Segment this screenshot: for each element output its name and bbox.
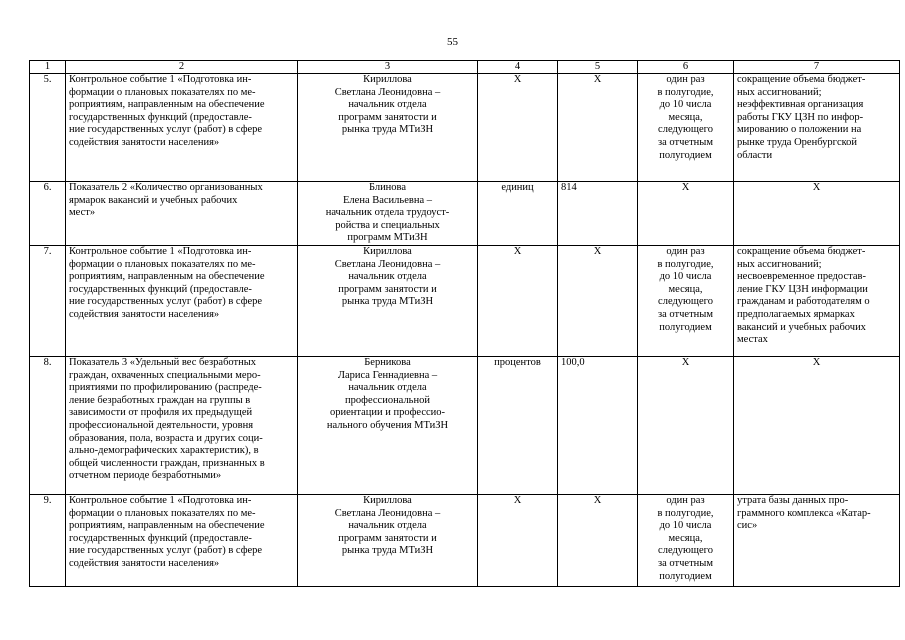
cell-text-line: формации о плановых показателях по ме-: [69, 86, 256, 98]
row-number-cell: 9.: [30, 495, 66, 587]
cell-text-line: несвоевременное предостав-: [737, 271, 866, 283]
cell-text-line: Елена Васильевна –: [343, 194, 432, 206]
cell-text-line: роприятиям, направленным на обеспечение: [69, 99, 265, 111]
event-name-cell: [66, 74, 298, 182]
risks-cell: [734, 357, 900, 495]
event-name-cell: [66, 246, 298, 357]
risks-cell: [734, 182, 900, 246]
cell-text-line: предполагаемых ярмарках: [737, 308, 855, 320]
cell-text-line: Х: [681, 182, 690, 193]
cell-text-line: роприятиям, направленным на обеспечение: [69, 271, 265, 283]
column-header-6: 6: [638, 61, 734, 74]
cell-text-line: образования, пола, возраста и других соци-: [69, 432, 263, 444]
unit-cell: [478, 246, 558, 357]
cell-text-line: содействия занятости населения»: [69, 136, 220, 148]
cell-text-line: Блинова: [368, 182, 407, 193]
cell-text-line: месяца,: [668, 283, 703, 295]
column-header-2: 2: [66, 61, 298, 74]
cell-text-line: ройства и специальных: [335, 219, 440, 231]
event-name-cell: [66, 495, 298, 587]
column-header-1: 1: [30, 61, 66, 74]
cell-text-line: неэффективная организация: [737, 99, 864, 111]
cell-text-line: программ занятости и: [338, 532, 437, 544]
cell-text-line: 100,0: [561, 357, 585, 368]
cell-text-line: начальник отдела: [348, 520, 427, 532]
cell-text-line: ярмарок вакансий и учебных рабочих: [69, 194, 238, 206]
cell-text-line: следующего: [658, 545, 713, 557]
risks-cell: [734, 246, 900, 357]
cell-text-line: ление ГКУ ЦЗН информации: [737, 283, 868, 295]
cell-text-line: формации о плановых показателях по ме-: [69, 507, 256, 519]
cell-text-line: государственных функций (предоставле-: [69, 532, 252, 544]
cell-text-line: нального обучения МТиЗН: [326, 419, 449, 431]
cell-text-line: ально-демографических характеристик), в: [69, 445, 259, 457]
cell-text-line: один раз: [666, 246, 705, 257]
value-cell: [558, 495, 638, 587]
cell-text-line: профессиональной: [345, 394, 430, 406]
cell-text-line: ние государственных услуг (работ) в сфере: [69, 545, 263, 557]
page-number: 55: [447, 36, 458, 48]
cell-text-line: содействия занятости населения»: [69, 308, 220, 320]
responsible-cell: [298, 495, 478, 587]
unit-cell: [478, 357, 558, 495]
row-number-cell: 6.: [30, 182, 66, 246]
cell-text-line: рынка труда МТиЗН: [341, 124, 434, 136]
cell-text-line: Кириллова: [363, 246, 412, 257]
cell-text-line: в полугодие,: [657, 86, 714, 98]
cell-text-line: программ МТиЗН: [347, 232, 428, 244]
cell-text-line: рынке труда Оренбургской: [737, 136, 858, 148]
cell-text-line: в полугодие,: [657, 258, 714, 270]
cell-text-line: области: [737, 149, 773, 161]
cell-text-line: местах: [737, 334, 768, 346]
cell-text-line: профессиональной деятельности, уровня: [69, 419, 254, 431]
responsible-cell: [298, 246, 478, 357]
cell-text-line: Контрольное событие 1 «Подготовка ин-: [69, 495, 252, 506]
value-cell: [558, 246, 638, 357]
value-cell: [558, 357, 638, 495]
cell-text-line: утрата базы данных про-: [737, 495, 849, 506]
cell-text-line: Показатель 2 «Количество организованных: [69, 182, 263, 193]
cell-text-line: Х: [812, 357, 821, 368]
cell-text-line: начальник отдела: [348, 99, 427, 111]
cell-text-line: сокращение объема бюджет-: [737, 246, 866, 257]
cell-text-line: Х: [593, 495, 602, 506]
cell-text-line: сис»: [737, 520, 758, 532]
risks-cell: [734, 74, 900, 182]
cell-text-line: за отчетным: [658, 136, 713, 148]
cell-text-line: мест»: [69, 207, 96, 219]
cell-text-line: Светлана Леонидовна –: [334, 86, 441, 98]
cell-text-line: Х: [681, 357, 690, 368]
cell-text-line: в полугодие,: [657, 507, 714, 519]
column-number-header-row: [30, 61, 900, 74]
value-cell: [558, 74, 638, 182]
cell-text-line: Кириллова: [363, 495, 412, 506]
table-row: [30, 182, 900, 246]
cell-text-line: Контрольное событие 1 «Подготовка ин-: [69, 74, 252, 85]
cell-text-line: Светлана Леонидовна –: [334, 507, 441, 519]
responsible-cell: [298, 74, 478, 182]
cell-text-line: вакансий и учебных рабочих: [737, 321, 866, 333]
cell-text-line: отчетном периоде безработными»: [69, 470, 222, 482]
cell-text-line: ных ассигнований;: [737, 258, 822, 270]
cell-text-line: полугодием: [659, 321, 712, 333]
cell-text-line: программ занятости и: [338, 111, 437, 123]
cell-text-line: государственных функций (предоставле-: [69, 283, 252, 295]
control-events-table: [29, 60, 900, 587]
cell-text-line: граммного комплекса «Катар-: [737, 507, 871, 519]
cell-text-line: следующего: [658, 296, 713, 308]
cell-text-line: рынка труда МТиЗН: [341, 545, 434, 557]
cell-text-line: начальник отдела: [348, 271, 427, 283]
risks-cell: [734, 495, 900, 587]
cell-text-line: месяца,: [668, 532, 703, 544]
cell-text-line: 814: [561, 182, 577, 193]
cell-text-line: начальник отдела: [348, 382, 427, 394]
responsible-cell: [298, 357, 478, 495]
cell-text-line: программ занятости и: [338, 283, 437, 295]
cell-text-line: Х: [593, 74, 602, 85]
cell-text-line: рынка труда МТиЗН: [341, 296, 434, 308]
cell-text-line: Х: [513, 74, 522, 85]
cell-text-line: Показатель 3 «Удельный вес безработных: [69, 357, 257, 368]
deadline-cell: [638, 74, 734, 182]
deadline-cell: [638, 182, 734, 246]
cell-text-line: полугодием: [659, 149, 712, 161]
cell-text-line: до 10 числа: [659, 520, 712, 532]
table-row: [30, 246, 900, 357]
cell-text-line: Берникова: [364, 357, 411, 368]
cell-text-line: ных ассигнований;: [737, 86, 822, 98]
cell-text-line: ние государственных услуг (работ) в сфере: [69, 124, 263, 136]
unit-cell: [478, 182, 558, 246]
cell-text-line: общей численности граждан, признанных в: [69, 457, 265, 469]
deadline-cell: [638, 495, 734, 587]
cell-text-line: Х: [812, 182, 821, 193]
cell-text-line: Светлана Леонидовна –: [334, 258, 441, 270]
cell-text-line: граждан, охваченных специальными меро-: [69, 369, 261, 381]
deadline-cell: [638, 357, 734, 495]
cell-text-line: приятиями по профилированию (распреде-: [69, 382, 262, 394]
cell-text-line: за отчетным: [658, 308, 713, 320]
column-header-3: 3: [298, 61, 478, 74]
column-header-5: 5: [558, 61, 638, 74]
event-name-cell: [66, 357, 298, 495]
cell-text-line: месяца,: [668, 111, 703, 123]
column-header-7: 7: [734, 61, 900, 74]
table-row: [30, 495, 900, 587]
cell-text-line: Лариса Геннадиевна –: [337, 369, 438, 381]
cell-text-line: Контрольное событие 1 «Подготовка ин-: [69, 246, 252, 257]
row-number-cell: 7.: [30, 246, 66, 357]
cell-text-line: процентов: [494, 357, 541, 368]
cell-text-line: мированию о положении на: [737, 124, 862, 136]
cell-text-line: один раз: [666, 495, 705, 506]
value-cell: [558, 182, 638, 246]
cell-text-line: зависимости от профиля их предыдущей: [69, 407, 253, 419]
responsible-cell: [298, 182, 478, 246]
cell-text-line: работы ГКУ ЦЗН по инфор-: [737, 111, 864, 123]
column-header-4: 4: [478, 61, 558, 74]
cell-text-line: Кириллова: [363, 74, 412, 85]
cell-text-line: Х: [513, 495, 522, 506]
cell-text-line: государственных функций (предоставле-: [69, 111, 252, 123]
table-row: [30, 74, 900, 182]
table-row: [30, 357, 900, 495]
cell-text-line: формации о плановых показателях по ме-: [69, 258, 256, 270]
cell-text-line: начальник отдела трудоуст-: [325, 207, 450, 219]
cell-text-line: следующего: [658, 124, 713, 136]
cell-text-line: до 10 числа: [659, 271, 712, 283]
cell-text-line: Х: [513, 246, 522, 257]
event-name-cell: [66, 182, 298, 246]
cell-text-line: роприятиям, направленным на обеспечение: [69, 520, 265, 532]
row-number-cell: 8.: [30, 357, 66, 495]
cell-text-line: содействия занятости населения»: [69, 557, 220, 569]
cell-text-line: сокращение объема бюджет-: [737, 74, 866, 85]
cell-text-line: полугодием: [659, 570, 712, 582]
row-number-cell: 5.: [30, 74, 66, 182]
unit-cell: [478, 495, 558, 587]
cell-text-line: до 10 числа: [659, 99, 712, 111]
deadline-cell: [638, 246, 734, 357]
cell-text-line: ориентации и профессио-: [329, 407, 446, 419]
unit-cell: [478, 74, 558, 182]
cell-text-line: ние государственных услуг (работ) в сфере: [69, 296, 263, 308]
cell-text-line: один раз: [666, 74, 705, 85]
cell-text-line: ление безработных граждан на группы в: [69, 394, 251, 406]
cell-text-line: гражданам и работодателям о: [737, 296, 870, 308]
cell-text-line: за отчетным: [658, 557, 713, 569]
cell-text-line: Х: [593, 246, 602, 257]
cell-text-line: единиц: [501, 182, 534, 193]
